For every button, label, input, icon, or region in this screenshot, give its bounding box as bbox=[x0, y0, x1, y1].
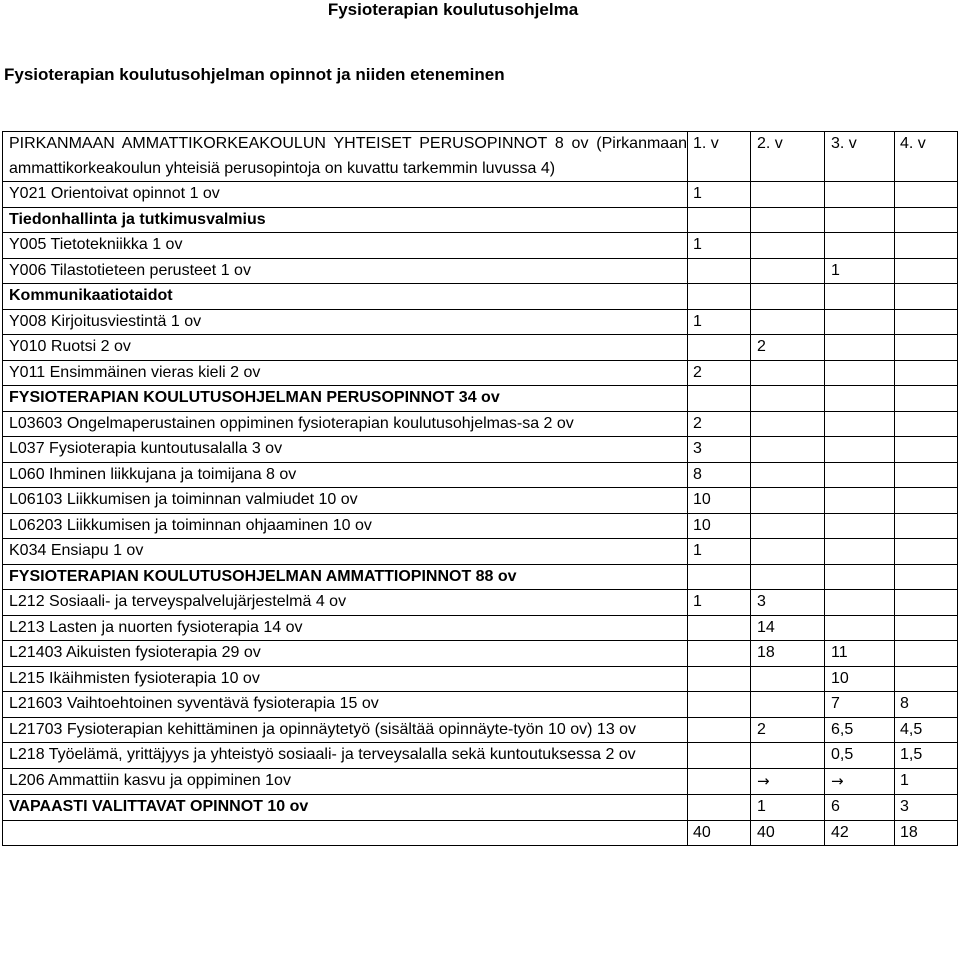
year-2-credits-cell: 40 bbox=[751, 820, 825, 846]
year-4-credits-cell bbox=[895, 539, 958, 565]
course-name-cell: L037 Fysioterapia kuntoutusalalla 3 ov bbox=[3, 437, 688, 463]
year-1-credits-cell bbox=[688, 615, 751, 641]
year-3-credits-cell: 0,5 bbox=[825, 743, 895, 769]
year-3-credits-cell bbox=[825, 513, 895, 539]
year-3-credits-cell bbox=[825, 233, 895, 259]
course-name-cell: FYSIOTERAPIAN KOULUTUSOHJELMAN AMMATTIOPINNOT 88 ov bbox=[3, 564, 688, 590]
year-4-credits-cell: 4,5 bbox=[895, 717, 958, 743]
year-2-credits-cell bbox=[751, 564, 825, 590]
year-2-credits-cell bbox=[751, 743, 825, 769]
header-year-2: 2. v bbox=[751, 132, 825, 182]
year-1-credits-cell: 2 bbox=[688, 411, 751, 437]
year-2-credits-cell bbox=[751, 182, 825, 208]
year-2-credits-cell bbox=[751, 513, 825, 539]
year-4-credits-cell bbox=[895, 462, 958, 488]
year-1-credits-cell: 1 bbox=[688, 233, 751, 259]
year-1-credits-cell: 10 bbox=[688, 488, 751, 514]
year-4-credits-cell bbox=[895, 207, 958, 233]
year-4-credits-cell bbox=[895, 335, 958, 361]
course-name-cell: Y010 Ruotsi 2 ov bbox=[3, 335, 688, 361]
year-4-credits-cell: 1,5 bbox=[895, 743, 958, 769]
year-2-credits-cell bbox=[751, 437, 825, 463]
table-row bbox=[3, 513, 958, 539]
table-row bbox=[3, 233, 958, 259]
year-3-credits-cell bbox=[825, 564, 895, 590]
year-1-credits-cell: 1 bbox=[688, 539, 751, 565]
course-name-cell: Y005 Tietotekniikka 1 ov bbox=[3, 233, 688, 259]
year-1-credits-cell: 8 bbox=[688, 462, 751, 488]
year-2-credits-cell: 18 bbox=[751, 641, 825, 667]
year-1-credits-cell bbox=[688, 641, 751, 667]
year-1-credits-cell bbox=[688, 207, 751, 233]
year-3-credits-cell: 6 bbox=[825, 795, 895, 821]
year-4-credits-cell bbox=[895, 411, 958, 437]
table-row bbox=[3, 411, 958, 437]
year-2-credits-cell: 14 bbox=[751, 615, 825, 641]
year-3-credits-cell: 10 bbox=[825, 666, 895, 692]
year-1-credits-cell bbox=[688, 564, 751, 590]
header-year-1: 1. v bbox=[688, 132, 751, 182]
course-name-cell: L212 Sosiaali- ja terveyspalvelujärjestelmä 4 ov bbox=[3, 590, 688, 616]
year-1-credits-cell bbox=[688, 717, 751, 743]
year-3-credits-cell bbox=[825, 309, 895, 335]
course-name-cell: Y011 Ensimmäinen vieras kieli 2 ov bbox=[3, 360, 688, 386]
year-1-credits-cell bbox=[688, 692, 751, 718]
year-1-credits-cell: 2 bbox=[688, 360, 751, 386]
year-3-credits-cell bbox=[825, 488, 895, 514]
year-3-credits-cell: 1 bbox=[825, 258, 895, 284]
year-2-credits-cell: 2 bbox=[751, 717, 825, 743]
table-row bbox=[3, 284, 958, 310]
year-1-credits-cell bbox=[688, 795, 751, 821]
table-row bbox=[3, 743, 958, 769]
year-4-credits-cell bbox=[895, 284, 958, 310]
year-1-credits-cell bbox=[688, 335, 751, 361]
year-1-credits-cell bbox=[688, 743, 751, 769]
year-4-credits-cell bbox=[895, 590, 958, 616]
year-2-credits-cell bbox=[751, 488, 825, 514]
year-3-credits-cell bbox=[825, 590, 895, 616]
curriculum-table bbox=[2, 131, 958, 846]
year-2-credits-cell bbox=[751, 692, 825, 718]
year-2-credits-cell: 3 bbox=[751, 590, 825, 616]
course-name-cell: Y006 Tilastotieteen perusteet 1 ov bbox=[3, 258, 688, 284]
course-name-cell: Kommunikaatiotaidot bbox=[3, 284, 688, 310]
table-row bbox=[3, 437, 958, 463]
table-row bbox=[3, 258, 958, 284]
table-row bbox=[3, 768, 958, 795]
year-4-credits-cell bbox=[895, 564, 958, 590]
right-arrow-icon: → bbox=[757, 771, 770, 790]
year-3-credits-cell: 42 bbox=[825, 820, 895, 846]
year-4-credits-cell bbox=[895, 182, 958, 208]
year-3-credits-cell bbox=[825, 182, 895, 208]
year-4-credits-cell: 1 bbox=[895, 768, 958, 795]
year-3-credits-cell bbox=[825, 615, 895, 641]
year-4-credits-cell bbox=[895, 233, 958, 259]
year-4-credits-cell bbox=[895, 513, 958, 539]
table-row bbox=[3, 207, 958, 233]
year-4-credits-cell bbox=[895, 437, 958, 463]
course-name-cell: L21703 Fysioterapian kehittäminen ja opinnäytetyö (sisältää opinnäyte-työn 10 ov) 13 ov bbox=[3, 717, 688, 743]
year-2-credits-cell bbox=[751, 539, 825, 565]
course-name-cell: Tiedonhallinta ja tutkimusvalmius bbox=[3, 207, 688, 233]
course-name-cell: L06103 Liikkumisen ja toiminnan valmiudet 10 ov bbox=[3, 488, 688, 514]
year-1-credits-cell: 3 bbox=[688, 437, 751, 463]
year-2-credits-cell bbox=[751, 207, 825, 233]
year-4-credits-cell bbox=[895, 386, 958, 412]
table-row bbox=[3, 717, 958, 743]
year-3-credits-cell bbox=[825, 462, 895, 488]
table-body bbox=[3, 182, 958, 846]
totals-row bbox=[3, 820, 958, 846]
year-3-credits-cell bbox=[825, 335, 895, 361]
year-4-credits-cell bbox=[895, 666, 958, 692]
course-name-cell: FYSIOTERAPIAN KOULUTUSOHJELMAN PERUSOPINNOT 34 ov bbox=[3, 386, 688, 412]
year-2-credits-cell: 2 bbox=[751, 335, 825, 361]
table-row bbox=[3, 692, 958, 718]
table-row bbox=[3, 386, 958, 412]
year-2-credits-cell: 1 bbox=[751, 795, 825, 821]
year-2-credits-cell bbox=[751, 284, 825, 310]
table-row bbox=[3, 641, 958, 667]
year-1-credits-cell bbox=[688, 258, 751, 284]
year-1-credits-cell bbox=[688, 768, 751, 795]
header-year-3: 3. v bbox=[825, 132, 895, 182]
year-1-credits-cell: 1 bbox=[688, 590, 751, 616]
document-subtitle: Fysioterapian koulutusohjelman opinnot ja niiden eteneminen bbox=[4, 65, 505, 84]
year-2-credits-cell bbox=[751, 768, 825, 795]
right-arrow-icon: → bbox=[831, 771, 844, 790]
year-3-credits-cell bbox=[825, 207, 895, 233]
year-4-credits-cell: 18 bbox=[895, 820, 958, 846]
year-1-credits-cell bbox=[688, 284, 751, 310]
table-row bbox=[3, 564, 958, 590]
course-name-cell: L03603 Ongelmaperustainen oppiminen fysioterapian koulutusohjelmas-sa 2 ov bbox=[3, 411, 688, 437]
year-3-credits-cell bbox=[825, 768, 895, 795]
year-2-credits-cell bbox=[751, 233, 825, 259]
table-row bbox=[3, 539, 958, 565]
year-2-credits-cell bbox=[751, 309, 825, 335]
year-2-credits-cell bbox=[751, 360, 825, 386]
course-name-cell: Y021 Orientoivat opinnot 1 ov bbox=[3, 182, 688, 208]
year-2-credits-cell bbox=[751, 666, 825, 692]
table-row bbox=[3, 795, 958, 821]
document-title: Fysioterapian koulutusohjelma bbox=[327, 0, 579, 19]
year-3-credits-cell bbox=[825, 539, 895, 565]
year-2-credits-cell bbox=[751, 386, 825, 412]
year-4-credits-cell bbox=[895, 615, 958, 641]
year-2-credits-cell bbox=[751, 462, 825, 488]
header-studies-cell: PIRKANMAAN AMMATTIKORKEAKOULUN YHTEISET PERUSOPINNOT 8 ov (Pirkanmaan ammattikorkeakoulun yhteisiä perusopintoja on kuvattu tarkemmin luvussa 4) bbox=[3, 132, 688, 182]
year-2-credits-cell bbox=[751, 258, 825, 284]
year-4-credits-cell: 8 bbox=[895, 692, 958, 718]
year-3-credits-cell bbox=[825, 437, 895, 463]
year-1-credits-cell: 10 bbox=[688, 513, 751, 539]
course-name-cell: L21603 Vaihtoehtoinen syventävä fysioterapia 15 ov bbox=[3, 692, 688, 718]
table-row bbox=[3, 666, 958, 692]
year-4-credits-cell bbox=[895, 360, 958, 386]
year-3-credits-cell: 7 bbox=[825, 692, 895, 718]
course-name-cell: L215 Ikäihmisten fysioterapia 10 ov bbox=[3, 666, 688, 692]
table-row bbox=[3, 488, 958, 514]
table-row bbox=[3, 462, 958, 488]
course-name-cell: L213 Lasten ja nuorten fysioterapia 14 ov bbox=[3, 615, 688, 641]
year-1-credits-cell bbox=[688, 386, 751, 412]
year-1-credits-cell: 1 bbox=[688, 309, 751, 335]
course-name-cell: L21403 Aikuisten fysioterapia 29 ov bbox=[3, 641, 688, 667]
table-row bbox=[3, 615, 958, 641]
year-3-credits-cell bbox=[825, 360, 895, 386]
year-4-credits-cell: 3 bbox=[895, 795, 958, 821]
course-name-cell: L218 Työelämä, yrittäjyys ja yhteistyö sosiaali- ja terveysalalla sekä kuntoutuksessa 2 ov bbox=[3, 743, 688, 769]
table-row bbox=[3, 182, 958, 208]
header-year-4: 4. v bbox=[895, 132, 958, 182]
course-name-cell: Y008 Kirjoitusviestintä 1 ov bbox=[3, 309, 688, 335]
course-name-cell: L206 Ammattiin kasvu ja oppiminen 1ov bbox=[3, 768, 688, 795]
year-4-credits-cell bbox=[895, 488, 958, 514]
course-name-cell bbox=[3, 820, 688, 846]
table-row bbox=[3, 335, 958, 361]
year-3-credits-cell: 6,5 bbox=[825, 717, 895, 743]
table-row bbox=[3, 590, 958, 616]
year-3-credits-cell bbox=[825, 386, 895, 412]
course-name-cell: VAPAASTI VALITTAVAT OPINNOT 10 ov bbox=[3, 795, 688, 821]
year-4-credits-cell bbox=[895, 309, 958, 335]
year-4-credits-cell bbox=[895, 258, 958, 284]
course-name-cell: L06203 Liikkumisen ja toiminnan ohjaaminen 10 ov bbox=[3, 513, 688, 539]
year-1-credits-cell: 40 bbox=[688, 820, 751, 846]
course-name-cell: K034 Ensiapu 1 ov bbox=[3, 539, 688, 565]
course-name-cell: L060 Ihminen liikkujana ja toimijana 8 ov bbox=[3, 462, 688, 488]
year-1-credits-cell: 1 bbox=[688, 182, 751, 208]
year-3-credits-cell bbox=[825, 284, 895, 310]
table-row bbox=[3, 309, 958, 335]
year-2-credits-cell bbox=[751, 411, 825, 437]
year-1-credits-cell bbox=[688, 666, 751, 692]
table-header-row bbox=[3, 132, 958, 182]
year-3-credits-cell bbox=[825, 411, 895, 437]
year-4-credits-cell bbox=[895, 641, 958, 667]
table-row bbox=[3, 360, 958, 386]
year-3-credits-cell: 11 bbox=[825, 641, 895, 667]
